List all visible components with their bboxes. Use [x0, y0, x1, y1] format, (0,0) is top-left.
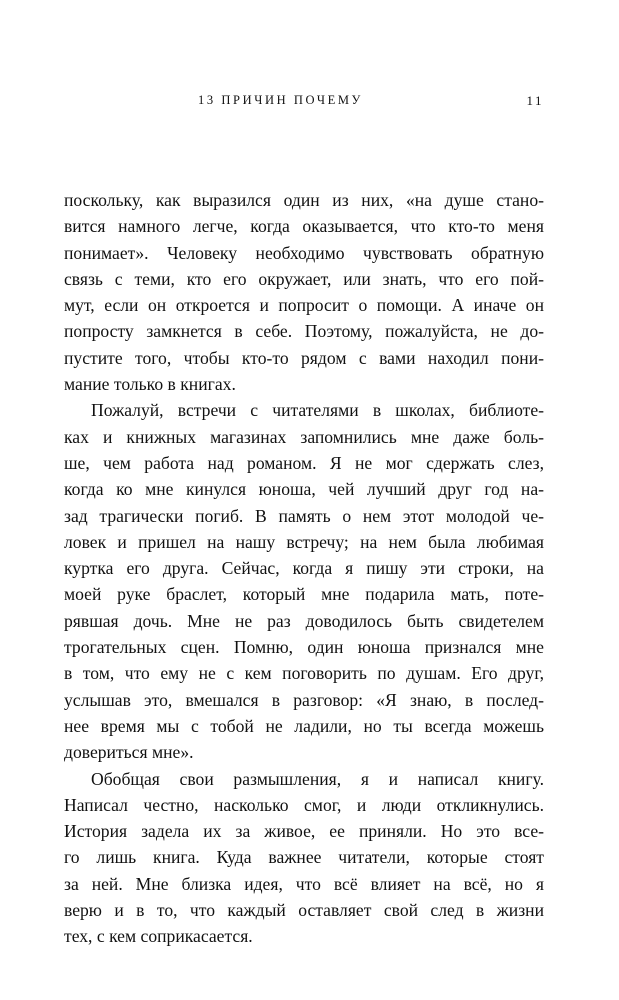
text-line: Пожалуй, встречи с читателями в школах, библиоте- [91, 400, 544, 421]
text-line: попросту замкнется в себе. Поэтому, пожалуйста, не до- [64, 321, 544, 342]
paragraph-2 [64, 397, 544, 765]
text-line: верю и в то, что каждый оставляет свой след в жизни [64, 900, 544, 921]
text-line: Обобщая свои размышления, я и написал книгу. [91, 768, 544, 789]
text-line: тех, с кем соприкасается. [64, 926, 253, 947]
text-line: моей руке браслет, который мне подарила мать, поте- [64, 584, 544, 605]
page-number: 11 [526, 93, 544, 108]
text-line: рявшая дочь. Мне не раз доводилось быть свидетелем [64, 610, 544, 631]
text-line: услышав это, вмешался в разговор: «Я знаю, в послед- [64, 689, 544, 710]
body-text [64, 187, 544, 950]
paragraph-1 [64, 187, 544, 397]
text-line: поскольку, как выразился один из них, «на душе стано- [64, 190, 544, 210]
text-line: ше, чем работа над романом. Я не мог сдержать слез, [64, 452, 544, 473]
text-line: трогательных сцен. Помню, один юноша признался мне [64, 637, 544, 658]
text-line: пустите того, чтобы кто-то рядом с вами находил пони- [64, 347, 544, 368]
running-title: 13 ПРИЧИН ПОЧЕМУ [198, 93, 364, 107]
text-line: Написал честно, насколько смог, и люди откликнулись. [64, 794, 544, 815]
text-line: го лишь книга. Куда важнее читатели, которые стоят [64, 847, 544, 868]
text-line: довериться мне». [64, 742, 194, 763]
text-line: нее время мы с тобой не ладили, но ты всегда можешь [64, 715, 544, 736]
text-line: мут, если он откроется и попросит о помощи. А иначе он [64, 295, 544, 316]
text-line: когда ко мне кинулся юноша, чей лучший друг год на- [64, 479, 544, 500]
text-line: связь с теми, кто его окружает, или знать, что его пой- [64, 268, 544, 289]
text-line: ках и книжных магазинах запомнились мне даже боль- [64, 426, 544, 447]
text-line: зад трагически погиб. В память о нем этот молодой че- [64, 505, 544, 526]
text-line: ловек и пришел на нашу встречу; на нем была любимая [64, 531, 544, 552]
text-line: за ней. Мне близка идея, что всё влияет на всё, но я [64, 873, 544, 894]
text-line: История задела их за живое, ее приняли. Но это все- [64, 821, 544, 842]
running-header [60, 93, 544, 113]
paragraph-3 [64, 766, 544, 950]
text-line: в том, что ему не с кем поговорить по душам. Его друг, [64, 663, 544, 684]
text-line: вится намного легче, когда оказывается, что кто-то меня [64, 216, 544, 237]
text-line: куртка его друга. Сейчас, когда я пишу эти строки, на [64, 558, 544, 579]
text-line: мание только в книгах. [64, 374, 236, 395]
text-line: понимает». Человеку необходимо чувствовать обратную [64, 242, 544, 263]
